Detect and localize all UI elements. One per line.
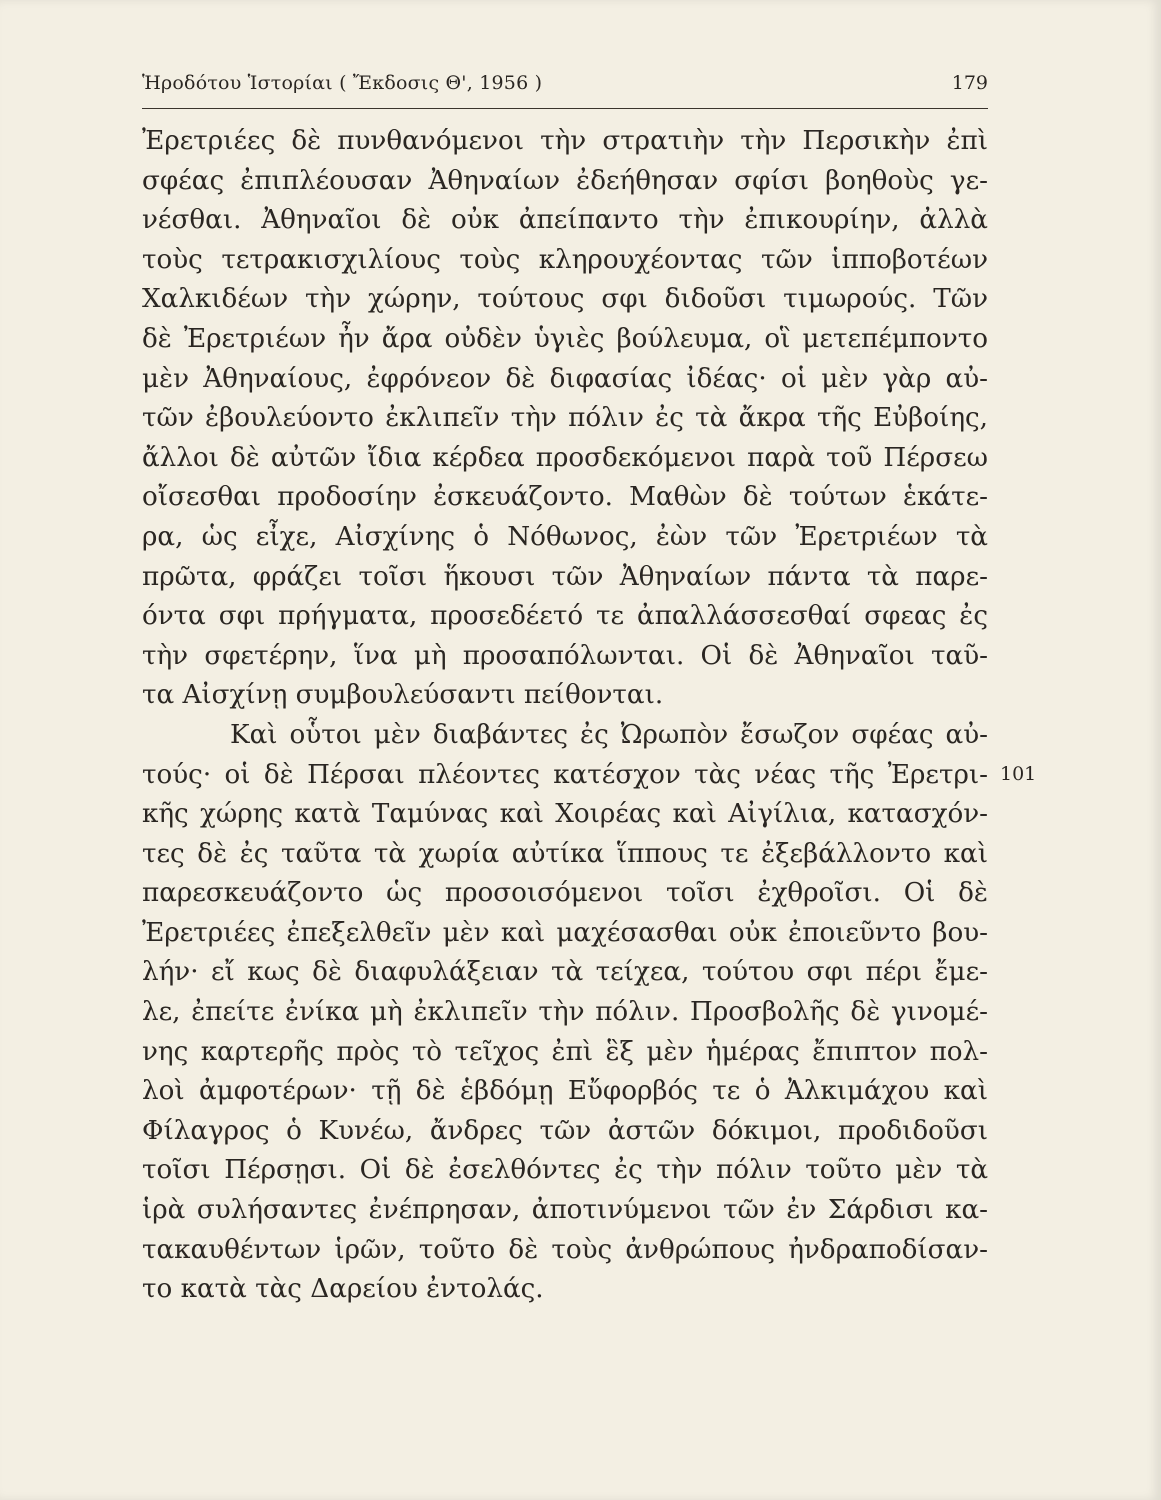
text-line: τοῖσι Πέρσῃσι. Οἱ δὲ ἐσελθόντες ἐς τὴν πόλιν τοῦτο μὲν τὰ bbox=[142, 1155, 988, 1186]
text-line: τακαυθέντων ἱρῶν, τοῦτο δὲ τοὺς ἀνθρώπους ἠνδραποδίσαν- bbox=[142, 1234, 988, 1265]
margin-chapter-number: 101 bbox=[1000, 763, 1037, 785]
text-line: ρα, ὡς εἶχε, Αἰσχίνης ὁ Νόθωνος, ἐὼν τῶν Ἐρετριέων τὰ bbox=[142, 521, 988, 552]
text-line: Ἐρετριέες ἐπεξελθεῖν μὲν καὶ μαχέσασθαι οὐκ ἐποιεῦντο βου- bbox=[142, 917, 988, 948]
text-line: το κατὰ τὰς Δαρείου ἐντολάς. bbox=[142, 1274, 544, 1305]
paragraph-2 bbox=[142, 716, 988, 1310]
text-line: όντα σφι πρήγματα, προσεδέετό τε ἀπαλλάσσεσθαί σφεας ἐς bbox=[142, 601, 988, 632]
text-line: τούς· οἱ δὲ Πέρσαι πλέοντες κατέσχον τὰς νέας τῆς Ἐρετρι- bbox=[142, 759, 988, 790]
page-number: 179 bbox=[951, 72, 988, 94]
text-line: Ἐρετριέες δὲ πυνθανόμενοι τὴν στρατιὴν τὴν Περσικὴν ἐπὶ bbox=[142, 126, 988, 156]
text-line: τες δὲ ἐς ταῦτα τὰ χωρία αὐτίκα ἵππους τε ἐξεβάλλοντο καὶ bbox=[142, 838, 988, 869]
text-line: Χαλκιδέων τὴν χώρην, τούτους σφι διδοῦσι τιμωρούς. Τῶν bbox=[142, 284, 988, 315]
text-line: τα Αἰσχίνῃ συμβουλεύσαντι πείθονται. bbox=[142, 680, 664, 711]
text-line: πρῶτα, φράζει τοῖσι ἥκουσι τῶν Ἀθηναίων πάντα τὰ παρε- bbox=[142, 561, 988, 592]
text-line: ἄλλοι δὲ αὐτῶν ἴδια κέρδεα προσδεκόμενοι παρὰ τοῦ Πέρσεω bbox=[142, 442, 988, 473]
text-line: σφέας ἐπιπλέουσαν Ἀθηναίων ἐδεήθησαν σφίσι βοηθοὺς γε- bbox=[142, 165, 988, 196]
text-line: παρεσκευάζοντο ὡς προσοισόμενοι τοῖσι ἐχθροῖσι. Οἱ δὲ bbox=[142, 878, 988, 909]
running-header bbox=[142, 72, 988, 102]
text-line: Καὶ οὗτοι μὲν διαβάντες ἐς Ὠρωπὸν ἔσωζον σφέας αὐ- bbox=[230, 719, 988, 750]
header-title: Ἡροδότου Ἱστορίαι ( Ἔκδοσις Θ', 1956 ) bbox=[142, 72, 543, 94]
text-line: τοὺς τετρακισχιλίους τοὺς κληρουχέοντας τῶν ἱπποβοτέων bbox=[142, 244, 988, 275]
text-body bbox=[142, 122, 988, 1310]
text-line: μὲν Ἀθηναίους, ἐφρόνεον δὲ διφασίας ἰδέας· οἱ μὲν γὰρ αὐ- bbox=[142, 363, 988, 394]
text-line: λοὶ ἀμφοτέρων· τῇ δὲ ἑβδόμῃ Εὔφορβός τε ὁ Ἀλκιμάχου καὶ bbox=[142, 1076, 988, 1107]
text-line: οἴσεσθαι προδοσίην ἐσκευάζοντο. Μαθὼν δὲ τούτων ἑκάτε- bbox=[142, 482, 988, 513]
text-line: λε, ἐπείτε ἐνίκα μὴ ἐκλιπεῖν τὴν πόλιν. Προσβολῆς δὲ γινομέ- bbox=[142, 997, 988, 1028]
text-line: κῆς χώρης κατὰ Ταμύνας καὶ Χοιρέας καὶ Αἰγίλια, κατασχόν- bbox=[142, 799, 988, 830]
text-line: τὴν σφετέρην, ἵνα μὴ προσαπόλωνται. Οἱ δὲ Ἀθηναῖοι ταῦ- bbox=[142, 640, 988, 671]
text-line: Φίλαγρος ὁ Κυνέω, ἄνδρες τῶν ἀστῶν δόκιμοι, προδιδοῦσι bbox=[142, 1115, 988, 1146]
text-line: λήν· εἴ κως δὲ διαφυλάξειαν τὰ τείχεα, τούτου σφι πέρι ἔμε- bbox=[142, 957, 988, 988]
header-rule bbox=[142, 108, 988, 109]
text-line: ἱρὰ συλήσαντες ἐνέπρησαν, ἀποτινύμενοι τῶν ἐν Σάρδισι κα- bbox=[142, 1195, 988, 1226]
text-line: δὲ Ἐρετριέων ἦν ἄρα οὐδὲν ὑγιὲς βούλευμα, οἳ μετεπέμποντο bbox=[142, 323, 988, 354]
text-line: νέσθαι. Ἀθηναῖοι δὲ οὐκ ἀπείπαντο τὴν ἐπικουρίην, ἀλλὰ bbox=[142, 205, 988, 236]
paragraph-1 bbox=[142, 122, 988, 716]
text-line: τῶν ἐβουλεύοντο ἐκλιπεῖν τὴν πόλιν ἐς τὰ ἄκρα τῆς Εὐβοίης, bbox=[142, 403, 988, 434]
text-line: νης καρτερῆς πρὸς τὸ τεῖχος ἐπὶ ἓξ μὲν ἡμέρας ἔπιπτον πολ- bbox=[142, 1036, 988, 1067]
